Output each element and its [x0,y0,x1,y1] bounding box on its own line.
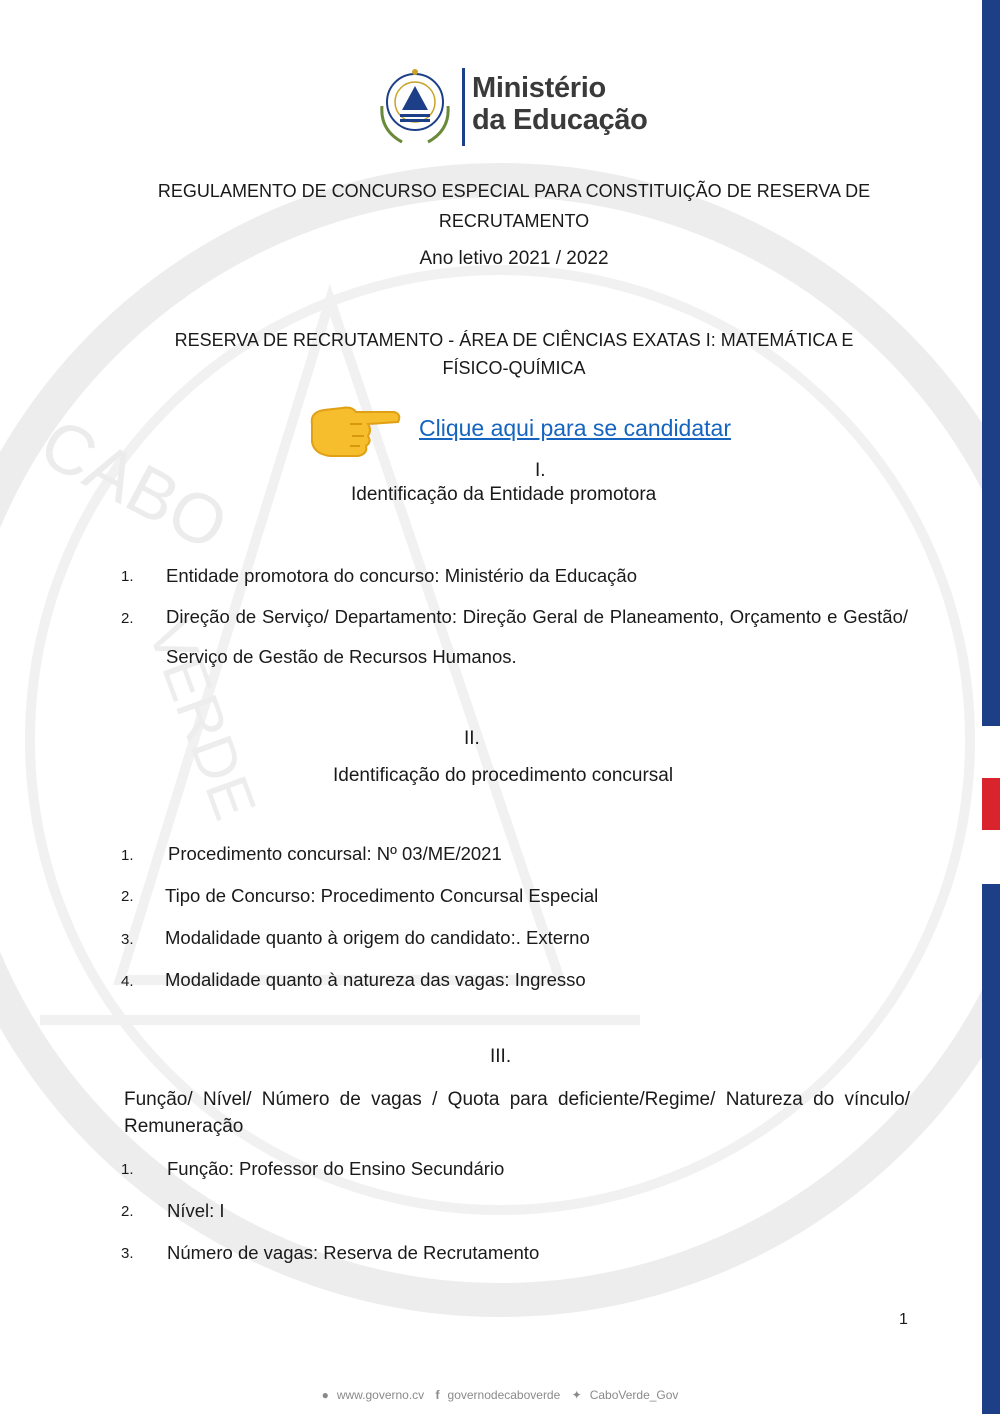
document-title [0,176,1000,236]
section3-item1-number: 1. [121,1161,134,1178]
coat-of-arms-icon [372,66,458,148]
section2-item2-text: Tipo de Concurso: Procedimento Concursal Especial [165,885,599,906]
ministry-name-line2: da Educação [472,104,648,136]
section2-item4-text: Modalidade quanto à natureza das vagas: Ingresso [165,969,586,990]
ministry-logo [372,66,662,148]
section3-item2-text: Nível: I [167,1200,225,1221]
school-year: Ano letivo 2021 / 2022 [419,248,609,269]
section3-item3-number: 3. [121,1245,134,1262]
ministry-name-line1: Ministério [472,72,606,104]
subtitle-line1: RESERVA DE RECRUTAMENTO - ÁREA DE CIÊNCIAS EXATAS I: MATEMÁTICA E [174,330,854,350]
section2-title: Identificação do procedimento concursal [333,765,674,786]
section1-number: I. [535,460,546,481]
side-bar-red [982,778,1000,830]
section1-item2-number: 2. [121,610,134,627]
facebook-icon: f [435,1388,440,1402]
section1-item1-number: 1. [121,568,134,585]
ministry-name [472,72,648,136]
section3-item1-text: Função: Professor do Ensino Secundário [167,1158,505,1179]
section2-item2-number: 2. [121,888,134,905]
section1-item1-text: Entidade promotora do concurso: Ministério da Educação [166,565,637,586]
section3-item2-number: 2. [121,1203,134,1220]
logo-divider [462,68,465,146]
section2-item3-number: 3. [121,931,134,948]
subtitle-line2: FÍSICO-QUÍMICA [442,358,586,378]
section2-item4-number: 4. [121,973,134,990]
section2-item1-text: Procedimento concursal: Nº 03/ME/2021 [168,843,502,864]
twitter-icon: ✦ [571,1388,582,1402]
section2-item1-number: 1. [121,847,134,864]
footer-facebook[interactable]: governodecaboverde [447,1388,561,1402]
section1-item2-text: Direção de Serviço/ Departamento: Direção Geral de Planeamento, Orçamento e Gestão/ Serviço de Gestão de Recursos Humanos. [166,606,908,667]
pointing-hand-icon [306,402,402,460]
document-subtitle [0,326,1000,382]
footer-twitter[interactable]: CaboVerde_Gov [589,1388,679,1402]
globe-icon: ● [321,1388,329,1402]
page-number: 1 [899,1311,908,1328]
section2-number: II. [464,728,480,749]
svg-text:VERDE: VERDE [135,610,269,828]
section2-item3-text: Modalidade quanto à origem do candidato:. Externo [165,927,590,948]
document-title-line2: RECRUTAMENTO [438,211,590,231]
side-bar-blue-bottom [982,884,1000,1414]
footer-website[interactable]: www.governo.cv [336,1388,425,1402]
svg-text:CABO: CABO [28,403,241,566]
document-title-line1: REGULAMENTO DE CONCURSO ESPECIAL PARA CONSTITUIÇÃO DE RESERVA DE [157,181,871,201]
section1-title: Identificação da Entidade promotora [351,484,657,505]
section3-item3-text: Número de vagas: Reserva de Recrutamento [167,1242,540,1263]
apply-link[interactable]: Clique aqui para se candidatar [419,415,731,441]
section3-title: Função/ Nível/ Número de vagas / Quota para deficiente/Regime/ Natureza do vínculo/ Remuneração [124,1089,910,1137]
section3-number: III. [490,1046,512,1067]
footer [0,1388,1000,1402]
